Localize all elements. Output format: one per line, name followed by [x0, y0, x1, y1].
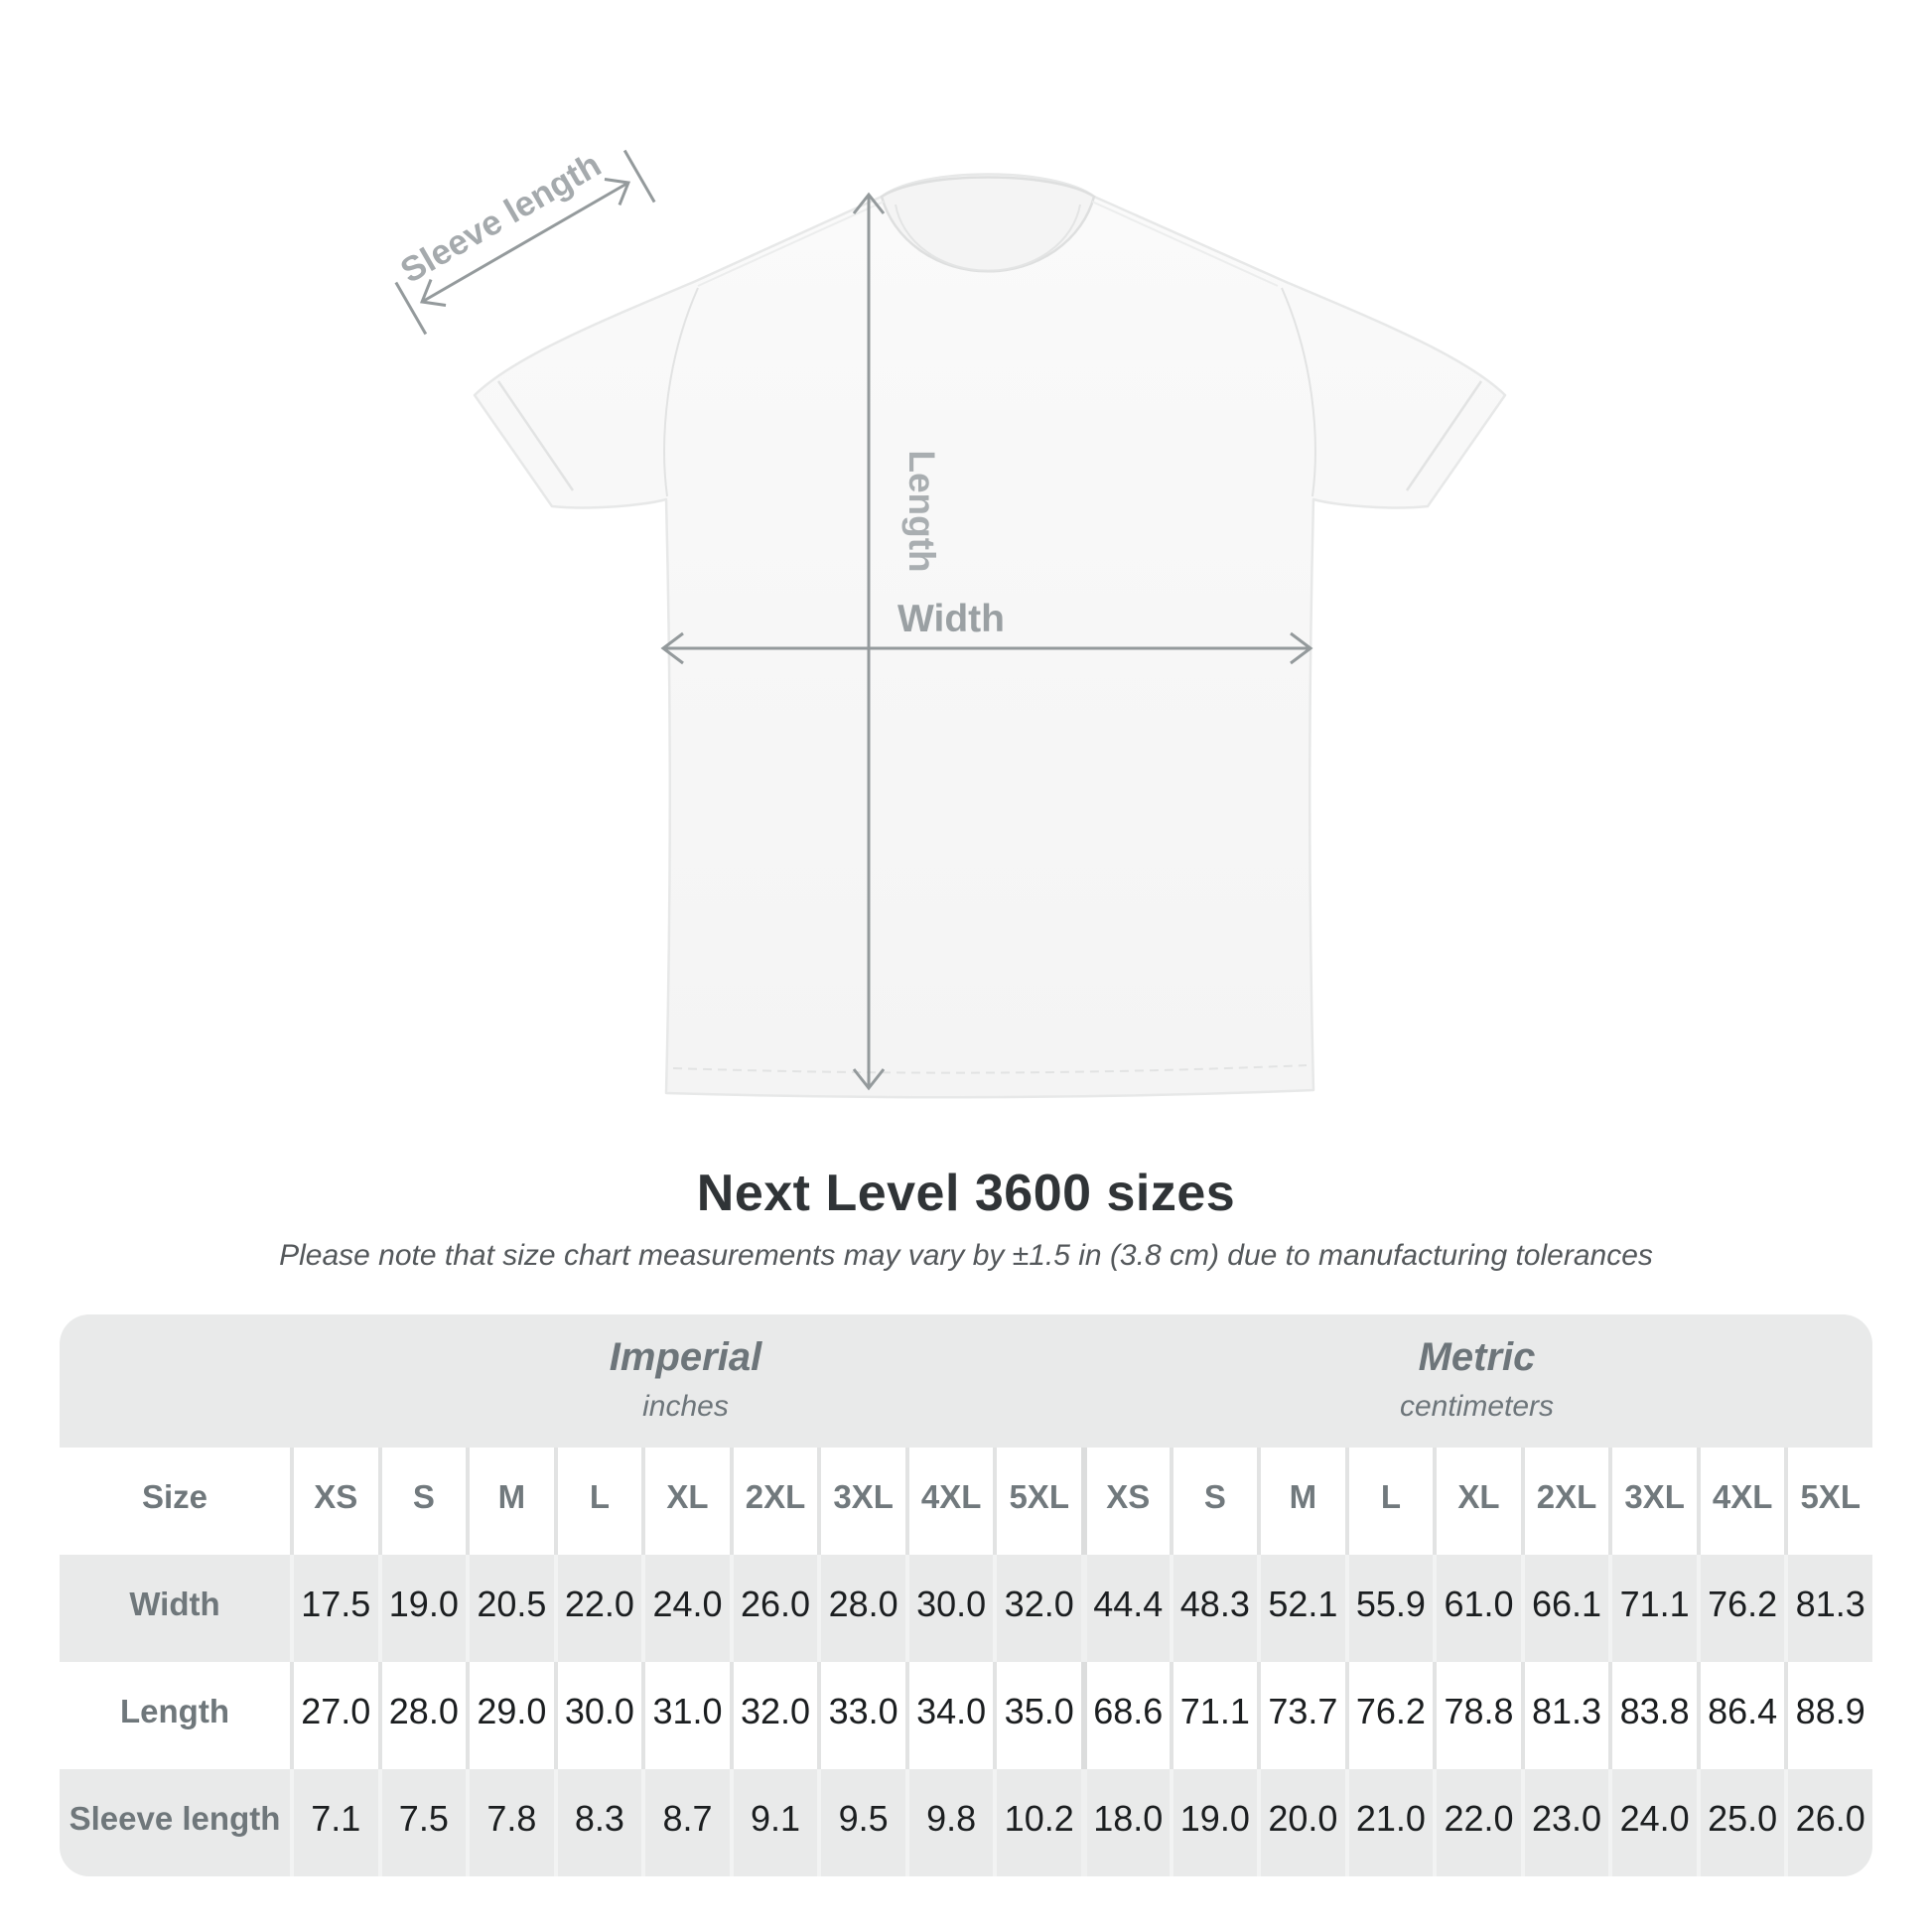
size-chart-table [60, 1314, 1872, 1876]
length-label: Length [901, 450, 942, 573]
value-cell: 10.2 [993, 1769, 1081, 1876]
size-column-header: M [1257, 1448, 1345, 1555]
value-cell: 88.9 [1784, 1662, 1872, 1769]
value-cell: 20.5 [466, 1555, 554, 1662]
metric-section-header [1081, 1314, 1872, 1448]
size-column-header: 2XL [1521, 1448, 1609, 1555]
value-cell: 26.0 [1784, 1769, 1872, 1876]
value-cell: 22.0 [1433, 1769, 1521, 1876]
size-column-header: XS [1081, 1448, 1170, 1555]
size-column-header: 2XL [730, 1448, 818, 1555]
value-cell: 81.3 [1784, 1555, 1872, 1662]
page-title: Next Level 3600 sizes [696, 1165, 1236, 1222]
value-cell: 8.3 [554, 1769, 642, 1876]
size-column-header: XS [290, 1448, 378, 1555]
value-cell: 71.1 [1170, 1662, 1258, 1769]
value-cell: 71.1 [1608, 1555, 1697, 1662]
value-cell: 24.0 [641, 1555, 730, 1662]
sleeve-length-label: Sleeve length [394, 145, 608, 291]
value-cell: 30.0 [905, 1555, 994, 1662]
value-cell: 27.0 [290, 1662, 378, 1769]
value-cell: 73.7 [1257, 1662, 1345, 1769]
value-cell: 55.9 [1345, 1555, 1434, 1662]
value-cell: 9.5 [817, 1769, 905, 1876]
row-label: Length [120, 1693, 229, 1729]
value-cell: 19.0 [378, 1555, 467, 1662]
value-cell: 32.0 [730, 1662, 818, 1769]
value-cell: 7.8 [466, 1769, 554, 1876]
imperial-section-header [290, 1314, 1081, 1448]
size-column-header: 3XL [817, 1448, 905, 1555]
size-column-header: M [466, 1448, 554, 1555]
value-cell: 23.0 [1521, 1769, 1609, 1876]
size-column-header: 3XL [1608, 1448, 1697, 1555]
value-cell: 86.4 [1697, 1662, 1785, 1769]
row-label: Sleeve length [69, 1800, 281, 1837]
value-cell: 7.5 [378, 1769, 467, 1876]
value-cell: 68.6 [1081, 1662, 1170, 1769]
value-cell: 30.0 [554, 1662, 642, 1769]
width-row [60, 1555, 1872, 1662]
value-cell: 22.0 [554, 1555, 642, 1662]
imperial-section-unit: inches [642, 1389, 729, 1423]
size-column-header: S [378, 1448, 467, 1555]
unit-section-row [60, 1314, 1872, 1448]
value-cell: 48.3 [1170, 1555, 1258, 1662]
value-cell: 21.0 [1345, 1769, 1434, 1876]
value-cell: 83.8 [1608, 1662, 1697, 1769]
value-cell: 7.1 [290, 1769, 378, 1876]
value-cell: 9.8 [905, 1769, 994, 1876]
imperial-section-title: Imperial [609, 1334, 762, 1379]
value-cell: 35.0 [993, 1662, 1081, 1769]
value-cell: 9.1 [730, 1769, 818, 1876]
value-cell: 44.4 [1081, 1555, 1170, 1662]
length-row [60, 1662, 1872, 1769]
value-cell: 81.3 [1521, 1662, 1609, 1769]
value-cell: 19.0 [1170, 1769, 1258, 1876]
value-cell: 26.0 [730, 1555, 818, 1662]
value-cell: 8.7 [641, 1769, 730, 1876]
size-column-header: 4XL [905, 1448, 994, 1555]
value-cell: 18.0 [1081, 1769, 1170, 1876]
value-cell: 33.0 [817, 1662, 905, 1769]
value-cell: 31.0 [641, 1662, 730, 1769]
size-column-header: 4XL [1697, 1448, 1785, 1555]
row-label: Size [141, 1478, 208, 1515]
row-label: Width [129, 1586, 220, 1622]
value-cell: 28.0 [378, 1662, 467, 1769]
size-column-header: L [1345, 1448, 1434, 1555]
page-subtitle: Please note that size chart measurements may vary by ±1.5 in (3.8 cm) due to manufacturing tolerances [279, 1239, 1653, 1272]
value-cell: 17.5 [290, 1555, 378, 1662]
value-cell: 61.0 [1433, 1555, 1521, 1662]
width-label: Width [897, 598, 1005, 640]
value-cell: 34.0 [905, 1662, 994, 1769]
size-column-header: S [1170, 1448, 1258, 1555]
value-cell: 20.0 [1257, 1769, 1345, 1876]
size-column-header: L [554, 1448, 642, 1555]
value-cell: 66.1 [1521, 1555, 1609, 1662]
metric-section-title: Metric [1418, 1334, 1536, 1379]
sleeve-length-row [60, 1769, 1872, 1876]
metric-section-unit: centimeters [1399, 1389, 1555, 1423]
value-cell: 76.2 [1345, 1662, 1434, 1769]
value-cell: 28.0 [817, 1555, 905, 1662]
size-column-header: XL [1433, 1448, 1521, 1555]
value-cell: 78.8 [1433, 1662, 1521, 1769]
value-cell: 24.0 [1608, 1769, 1697, 1876]
value-cell: 25.0 [1697, 1769, 1785, 1876]
size-column-header: XL [641, 1448, 730, 1555]
value-cell: 52.1 [1257, 1555, 1345, 1662]
value-cell: 29.0 [466, 1662, 554, 1769]
value-cell: 32.0 [993, 1555, 1081, 1662]
size-header-row [60, 1448, 1872, 1555]
size-column-header: 5XL [993, 1448, 1081, 1555]
size-column-header: 5XL [1784, 1448, 1872, 1555]
value-cell: 76.2 [1697, 1555, 1785, 1662]
